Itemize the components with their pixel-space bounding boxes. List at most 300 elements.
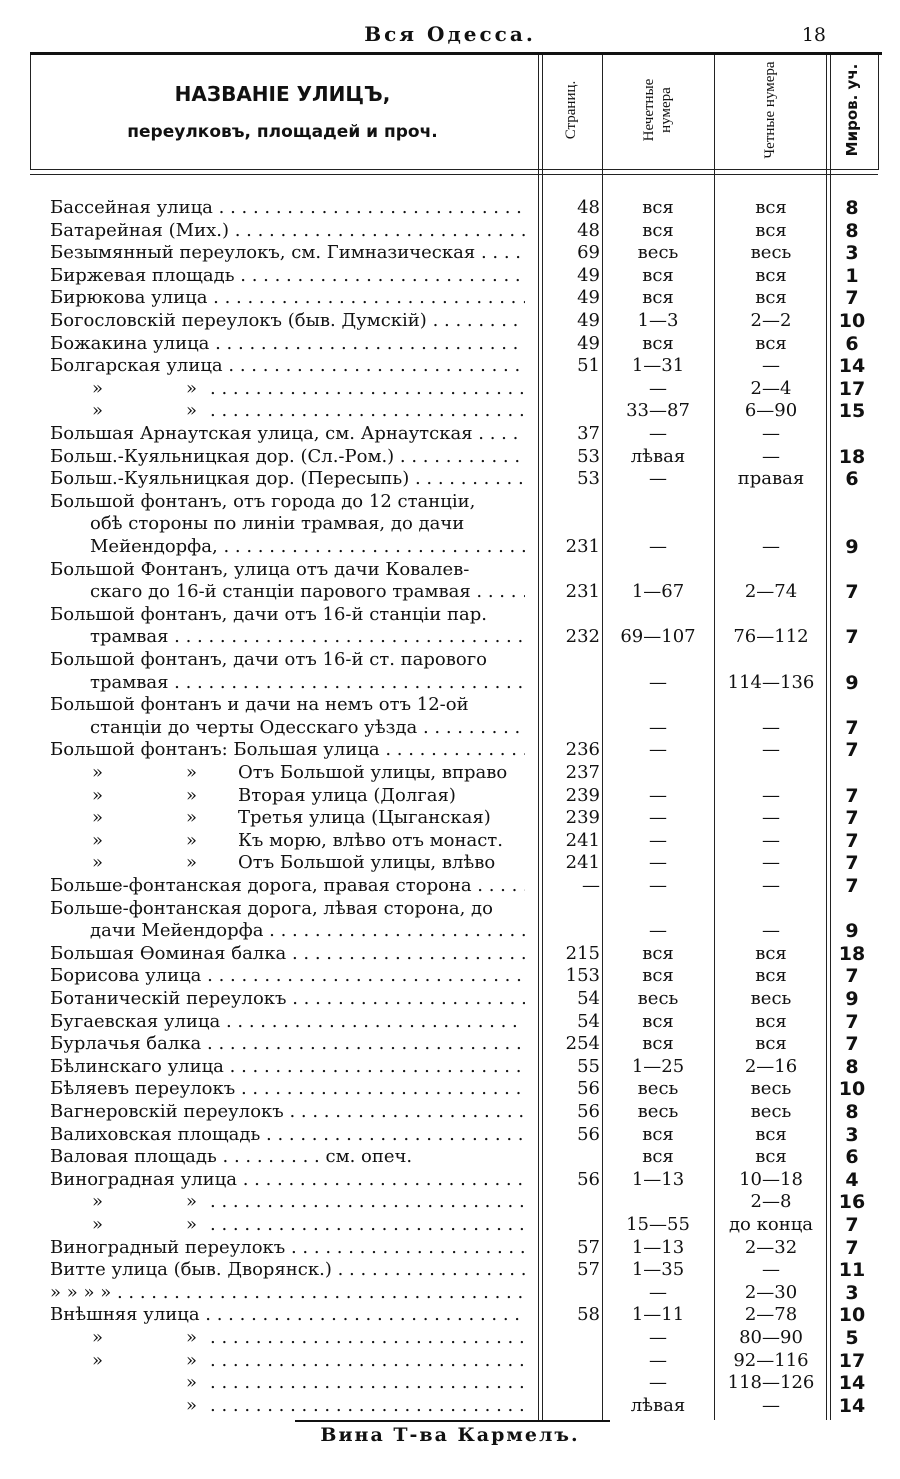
- table-row: [0, 378, 900, 400]
- odd-numbers: 1—31: [631, 355, 685, 377]
- page-ref: 49: [577, 310, 600, 331]
- odd-numbers: вся: [642, 1010, 674, 1032]
- street-name: Биржевая площадь . . .: [50, 265, 525, 287]
- running-head: [0, 22, 900, 52]
- table-row: [0, 626, 900, 648]
- even-numbers: —: [762, 875, 780, 896]
- street-name: Вагнеровскій переулокъ . . .: [50, 1101, 525, 1123]
- odd-numbers: —: [649, 671, 667, 693]
- even-numbers: —: [762, 807, 780, 829]
- even-numbers: вся: [755, 1033, 787, 1055]
- running-title: Вся Одесса.: [364, 22, 536, 46]
- ward-number: 9: [845, 920, 859, 943]
- table-row: [0, 965, 900, 987]
- even-numbers: —: [762, 739, 780, 761]
- ward-number: 14: [838, 1372, 866, 1395]
- even-numbers: 2—4: [750, 377, 792, 399]
- even-numbers: 2—32: [744, 1236, 798, 1258]
- street-name: Большая Арнаутская улица, см. Арнаутская . . .: [50, 423, 525, 445]
- even-numbers: весь: [750, 1101, 792, 1122]
- table-row: [0, 1395, 900, 1417]
- street-name: Борисова улица . . .: [50, 965, 525, 987]
- even-numbers: вся: [755, 942, 787, 964]
- table-row: [0, 785, 900, 807]
- ditto-mark: »: [92, 1214, 104, 1235]
- table-row: [0, 898, 900, 920]
- even-numbers: 92—116: [733, 1349, 809, 1371]
- ward-number: 7: [845, 626, 859, 649]
- street-name: Виноградная улица . . .: [50, 1169, 525, 1191]
- odd-numbers: —: [649, 829, 667, 851]
- table-row: [0, 739, 900, 761]
- ward-number: 7: [845, 716, 859, 739]
- right-border: [878, 55, 879, 170]
- table-row: [0, 1146, 900, 1168]
- odd-numbers: 1—25: [631, 1055, 685, 1077]
- street-name: обѣ стороны по линіи трамвая, до дачи: [90, 513, 465, 535]
- leader-dots: [210, 1214, 525, 1236]
- ward-number: 7: [845, 739, 859, 762]
- odd-numbers: 1—35: [631, 1259, 685, 1281]
- odd-numbers: —: [649, 377, 667, 399]
- table-row: [0, 1350, 900, 1372]
- odd-numbers: 33—87: [626, 400, 690, 422]
- page-ref: 56: [577, 1101, 600, 1122]
- odd-numbers: —: [649, 468, 667, 490]
- ditto-mark: »: [92, 1349, 104, 1371]
- page-ref: 53: [577, 445, 600, 467]
- table-row: [0, 1078, 900, 1100]
- table-row: [0, 1033, 900, 1055]
- ditto-mark: »: [186, 1214, 198, 1235]
- odd-numbers: —: [649, 1372, 667, 1394]
- street-name: Безымянный переулокъ, см. Гимназическая . . .: [50, 242, 525, 264]
- ditto-mark: »: [92, 807, 104, 829]
- col-header-even: Четные нумера: [761, 61, 778, 159]
- even-numbers: 2—8: [750, 1191, 792, 1213]
- ward-number: 18: [838, 942, 866, 965]
- odd-numbers: —: [649, 1281, 667, 1303]
- ditto-mark: »: [92, 829, 104, 851]
- ward-number: 7: [845, 581, 859, 604]
- street-name: трамвая . . .: [90, 626, 525, 648]
- street-subname: Отъ Большой улицы, влѣво: [238, 852, 496, 874]
- ward-number: 9: [845, 536, 859, 558]
- even-numbers: —: [762, 1394, 780, 1416]
- street-name: Божакина улица . . .: [50, 333, 525, 355]
- even-numbers: 2—30: [744, 1281, 798, 1303]
- street-name: Большой фонтанъ, дачи отъ 16-й ст. парового: [50, 649, 488, 670]
- ward-number: 14: [838, 1394, 866, 1417]
- street-name: трамвая . . .: [90, 672, 525, 694]
- even-numbers: вся: [755, 332, 787, 354]
- even-numbers: вся: [755, 965, 787, 987]
- header-rule-1: [30, 169, 878, 170]
- leader-dots: [210, 1327, 525, 1349]
- even-numbers: весь: [750, 242, 792, 264]
- table-row: [0, 672, 900, 694]
- odd-numbers: весь: [637, 1078, 679, 1100]
- street-name: Бурлачья балка . . .: [50, 1033, 525, 1055]
- odd-numbers: лѣвая: [630, 1394, 686, 1416]
- table-row: [0, 1101, 900, 1123]
- street-name: Витте улица (быв. Дворянск.) . . .: [50, 1259, 525, 1281]
- odd-numbers: вся: [642, 1033, 674, 1055]
- street-name: Больше-фонтанская дорога, лѣвая сторона, до: [50, 897, 493, 919]
- ward-number: 3: [845, 242, 859, 265]
- page-ref: 54: [577, 988, 600, 1009]
- page-ref: 232: [565, 626, 600, 648]
- ward-number: 8: [845, 219, 859, 242]
- table-row: [0, 1191, 900, 1213]
- even-numbers: —: [762, 852, 780, 874]
- even-numbers: —: [762, 445, 780, 467]
- even-numbers: весь: [750, 1078, 792, 1100]
- page-ref: 215: [565, 942, 600, 964]
- col-header-page: Страниц.: [562, 80, 579, 140]
- table-row: [0, 1169, 900, 1191]
- table-row: [0, 242, 900, 264]
- odd-numbers: лѣвая: [630, 445, 686, 467]
- odd-numbers: вся: [642, 965, 674, 987]
- ditto-mark: »: [186, 1349, 198, 1371]
- page-ref: 49: [577, 264, 600, 286]
- table-row: [0, 581, 900, 603]
- odd-numbers: вся: [642, 1146, 674, 1168]
- street-name: Бассейная улица . . .: [50, 197, 525, 219]
- table-row: [0, 355, 900, 377]
- page-ref: 237: [565, 762, 600, 783]
- ward-number: 7: [845, 1236, 859, 1259]
- ward-number: 7: [845, 1010, 859, 1033]
- ward-number: 7: [845, 1033, 859, 1056]
- leader-dots: [210, 1395, 525, 1417]
- page-ref: 69: [577, 242, 600, 264]
- table-row: [0, 649, 900, 671]
- footer-advert: Вина Т-ва Кармелъ.: [320, 1424, 580, 1446]
- ward-number: 7: [845, 852, 859, 875]
- ditto-mark: »: [186, 377, 198, 399]
- even-numbers: —: [762, 829, 780, 851]
- page-number: 18: [801, 24, 826, 46]
- ward-number: 10: [838, 1078, 866, 1101]
- page-ref: 239: [565, 784, 600, 806]
- odd-numbers: —: [649, 852, 667, 874]
- table-row: [0, 875, 900, 897]
- header-subtitle: переулковъ, площадей и проч.: [127, 122, 438, 142]
- ditto-mark: »: [92, 784, 104, 806]
- ward-number: 4: [845, 1168, 859, 1191]
- odd-numbers: —: [649, 536, 667, 557]
- street-name: Ботаническій переулокъ . . .: [50, 988, 525, 1010]
- page-ref: 56: [577, 1078, 600, 1100]
- street-name: скаго до 16-й станціи паровогo трамвая . . .: [90, 581, 525, 603]
- leader-dots: [210, 378, 525, 400]
- table-row: [0, 694, 900, 716]
- street-name: Батарейная (Мих.) . . .: [50, 220, 525, 242]
- odd-numbers: вся: [642, 942, 674, 964]
- table-row: [0, 1304, 900, 1326]
- ward-number: 5: [845, 1327, 859, 1349]
- street-name: Валиховская площадь . . .: [50, 1124, 525, 1146]
- page-ref: 54: [577, 1010, 600, 1032]
- page-ref: 239: [565, 807, 600, 829]
- odd-numbers: —: [649, 784, 667, 806]
- page-ref: 55: [577, 1055, 600, 1077]
- page-ref: 37: [577, 423, 600, 444]
- leader-dots: [210, 400, 525, 422]
- street-name: Большой фонтанъ, отъ города до 12 станціи,: [50, 490, 476, 512]
- odd-numbers: —: [649, 423, 667, 444]
- ward-number: 7: [845, 965, 859, 988]
- table-row: [0, 807, 900, 829]
- table-row: [0, 943, 900, 965]
- table-row: [0, 559, 900, 581]
- odd-numbers: вся: [642, 219, 674, 241]
- ward-number: 7: [845, 784, 859, 807]
- ditto-mark: »: [186, 1191, 198, 1213]
- table-row: [0, 265, 900, 287]
- table-row: [0, 1011, 900, 1033]
- street-name: станціи до черты Одесскаго уѣзда . . .: [90, 717, 525, 739]
- table-row: [0, 604, 900, 626]
- ditto-mark: »: [186, 852, 198, 874]
- page-ref: 56: [577, 1168, 600, 1190]
- header-rule-2: [30, 174, 878, 175]
- even-numbers: вся: [755, 1010, 787, 1032]
- odd-numbers: 1—11: [631, 1304, 685, 1326]
- ward-number: 18: [838, 445, 866, 468]
- ward-number: 6: [845, 1146, 859, 1169]
- table-row: [0, 1259, 900, 1281]
- even-numbers: —: [762, 920, 780, 942]
- street-name: Больш.-Куяльницкая дор. (Сл.-Ром.) . . .: [50, 446, 525, 468]
- ward-number: 11: [838, 1259, 866, 1282]
- table-row: [0, 1124, 900, 1146]
- ditto-mark: »: [92, 377, 104, 399]
- even-numbers: 118—126: [727, 1372, 815, 1394]
- table-row: [0, 310, 900, 332]
- street-name: Мейендорфа, . . .: [90, 536, 525, 558]
- table-row: [0, 1214, 900, 1236]
- table-row: [0, 1282, 900, 1304]
- odd-numbers: вся: [642, 287, 674, 309]
- ditto-mark: »: [92, 1191, 104, 1213]
- even-numbers: 114—136: [727, 671, 815, 693]
- page-ref: —: [582, 875, 600, 896]
- street-subname: Вторая улица (Долгая): [238, 784, 456, 806]
- even-numbers: правая: [737, 468, 805, 490]
- ditto-mark: »: [92, 400, 104, 422]
- street-name: Большой фонтанъ, дачи отъ 16-й станціи пар.: [50, 603, 487, 625]
- street-subname: Къ морю, влѣво отъ монаст.: [238, 829, 503, 851]
- odd-numbers: 15—55: [626, 1214, 690, 1235]
- table-row: [0, 220, 900, 242]
- odd-numbers: —: [649, 1327, 667, 1348]
- ward-number: 7: [845, 829, 859, 852]
- street-name: Валовая площадь . . . . . . . . . см. опеч.: [50, 1146, 413, 1168]
- table-row: [0, 717, 900, 739]
- street-name: Большой фонтанъ: Большая улица . . .: [50, 739, 525, 761]
- table-row: [0, 423, 900, 445]
- ward-number: 15: [838, 400, 866, 423]
- ward-number: 10: [838, 1304, 866, 1327]
- street-name: Больш.-Куяльницкая дор. (Пересыпь) . . .: [50, 468, 525, 490]
- ward-number: 1: [845, 264, 859, 287]
- even-numbers: вся: [755, 287, 787, 309]
- table-row: [0, 1237, 900, 1259]
- even-numbers: —: [762, 423, 780, 444]
- odd-numbers: —: [649, 716, 667, 738]
- odd-numbers: 1—67: [631, 581, 685, 603]
- odd-numbers: вся: [642, 332, 674, 354]
- odd-numbers: —: [649, 807, 667, 829]
- page-ref: 241: [565, 852, 600, 874]
- even-numbers: вся: [755, 1146, 787, 1168]
- odd-numbers: —: [649, 1349, 667, 1371]
- odd-numbers: 1—3: [637, 310, 679, 331]
- page-ref: 231: [565, 581, 600, 603]
- ditto-mark: »: [186, 762, 198, 783]
- ward-number: 16: [838, 1191, 866, 1214]
- street-name: Большой фонтанъ и дачи на немъ отъ 12-ой: [50, 694, 469, 716]
- table-row: [0, 400, 900, 422]
- page-ref: 236: [565, 739, 600, 761]
- even-numbers: вся: [755, 219, 787, 241]
- street-name: Бѣляевъ переулокъ . . .: [50, 1078, 525, 1100]
- even-numbers: 10—18: [739, 1168, 803, 1190]
- ditto-mark: »: [186, 829, 198, 851]
- ward-number: 14: [838, 355, 866, 378]
- table-row: [0, 920, 900, 942]
- table-row: [0, 830, 900, 852]
- ditto-mark: »: [186, 1327, 198, 1348]
- street-name: Бирюкова улица . . .: [50, 287, 525, 309]
- odd-numbers: весь: [637, 242, 679, 264]
- odd-numbers: 1—13: [631, 1236, 685, 1258]
- even-numbers: —: [762, 784, 780, 806]
- odd-numbers: вся: [642, 1123, 674, 1145]
- page-ref: 57: [577, 1236, 600, 1258]
- even-numbers: 6—90: [744, 400, 798, 422]
- odd-numbers: 1—13: [631, 1168, 685, 1190]
- table-row: [0, 1327, 900, 1349]
- ward-number: 17: [838, 377, 866, 400]
- col-header-ward: Миров. уч.: [842, 63, 861, 157]
- ward-number: 10: [838, 310, 866, 332]
- ward-number: 3: [845, 1281, 859, 1304]
- ward-number: 7: [845, 287, 859, 310]
- even-numbers: 2—16: [744, 1055, 798, 1077]
- table-row: [0, 491, 900, 513]
- ditto-mark: »: [186, 784, 198, 806]
- table-row: [0, 446, 900, 468]
- page-ref: 49: [577, 287, 600, 309]
- table-row: [0, 513, 900, 535]
- odd-numbers: —: [649, 920, 667, 942]
- odd-numbers: —: [649, 739, 667, 761]
- street-name: Внѣшняя улица . . .: [50, 1304, 525, 1326]
- even-numbers: весь: [750, 988, 792, 1009]
- ward-number: 17: [838, 1349, 866, 1372]
- table-row: [0, 1372, 900, 1394]
- even-numbers: вся: [755, 197, 787, 218]
- odd-numbers: вся: [642, 197, 674, 218]
- ward-number: 3: [845, 1123, 859, 1146]
- street-name: Виноградный переулокъ . . .: [50, 1237, 525, 1259]
- ward-number: 8: [845, 1101, 859, 1123]
- even-numbers: 2—78: [744, 1304, 798, 1326]
- odd-numbers: весь: [637, 988, 679, 1009]
- table-row: [0, 333, 900, 355]
- street-name: Большая Ѳоминая балка . . .: [50, 943, 525, 965]
- page-ref: 51: [577, 355, 600, 377]
- street-name: Богословскій переулокъ (быв. Думскій) . . .: [50, 310, 525, 332]
- table-row: [0, 536, 900, 558]
- ditto-mark: »: [92, 1327, 104, 1348]
- odd-numbers: вся: [642, 264, 674, 286]
- street-subname: Отъ Большой улицы, вправо: [238, 762, 508, 783]
- even-numbers: —: [762, 1259, 780, 1281]
- page-ref: 231: [565, 536, 600, 557]
- table-row: [0, 468, 900, 490]
- even-numbers: до конца: [728, 1214, 814, 1235]
- street-name: Болгарская улица . . .: [50, 355, 525, 377]
- ditto-mark: »: [92, 762, 104, 783]
- ditto-mark: »: [92, 852, 104, 874]
- ditto-mark: »: [186, 1394, 198, 1416]
- table-row: [0, 762, 900, 784]
- street-name: » » » » . . .: [50, 1282, 525, 1304]
- ditto-mark: »: [186, 400, 198, 422]
- col-header-odd: Нечетные нумера: [641, 78, 674, 142]
- street-name: Бугаевская улица . . .: [50, 1011, 525, 1033]
- page-ref: 48: [577, 219, 600, 241]
- odd-numbers: 69—107: [620, 626, 696, 648]
- page-ref: 241: [565, 829, 600, 851]
- odd-numbers: —: [649, 875, 667, 896]
- ward-number: 7: [845, 807, 859, 830]
- ward-number: 6: [845, 332, 859, 355]
- ward-number: 8: [845, 1055, 859, 1078]
- street-name: Больше-фонтанская дорога, правая сторона . . .: [50, 875, 525, 897]
- left-border: [30, 55, 31, 170]
- even-numbers: —: [762, 355, 780, 377]
- table-row: [0, 1056, 900, 1078]
- page-ref: 48: [577, 197, 600, 218]
- ward-number: 7: [845, 875, 859, 897]
- ward-number: 9: [845, 988, 859, 1010]
- page-ref: 49: [577, 332, 600, 354]
- ward-number: 8: [845, 197, 859, 219]
- table-row: [0, 197, 900, 219]
- ward-number: 6: [845, 468, 859, 491]
- page-ref: 53: [577, 468, 600, 490]
- leader-dots: [210, 1191, 525, 1213]
- even-numbers: вся: [755, 264, 787, 286]
- page-ref: 153: [565, 965, 600, 987]
- leader-dots: [210, 1372, 525, 1394]
- table-row: [0, 287, 900, 309]
- even-numbers: вся: [755, 1123, 787, 1145]
- even-numbers: —: [762, 716, 780, 738]
- odd-numbers: весь: [637, 1101, 679, 1122]
- header-title: НАЗВАНІЕ УЛИЦЪ,: [174, 82, 391, 106]
- street-subname: Третья улица (Цыганская): [238, 807, 491, 829]
- ward-number: 9: [845, 671, 859, 694]
- table-row: [0, 852, 900, 874]
- table-row: [0, 988, 900, 1010]
